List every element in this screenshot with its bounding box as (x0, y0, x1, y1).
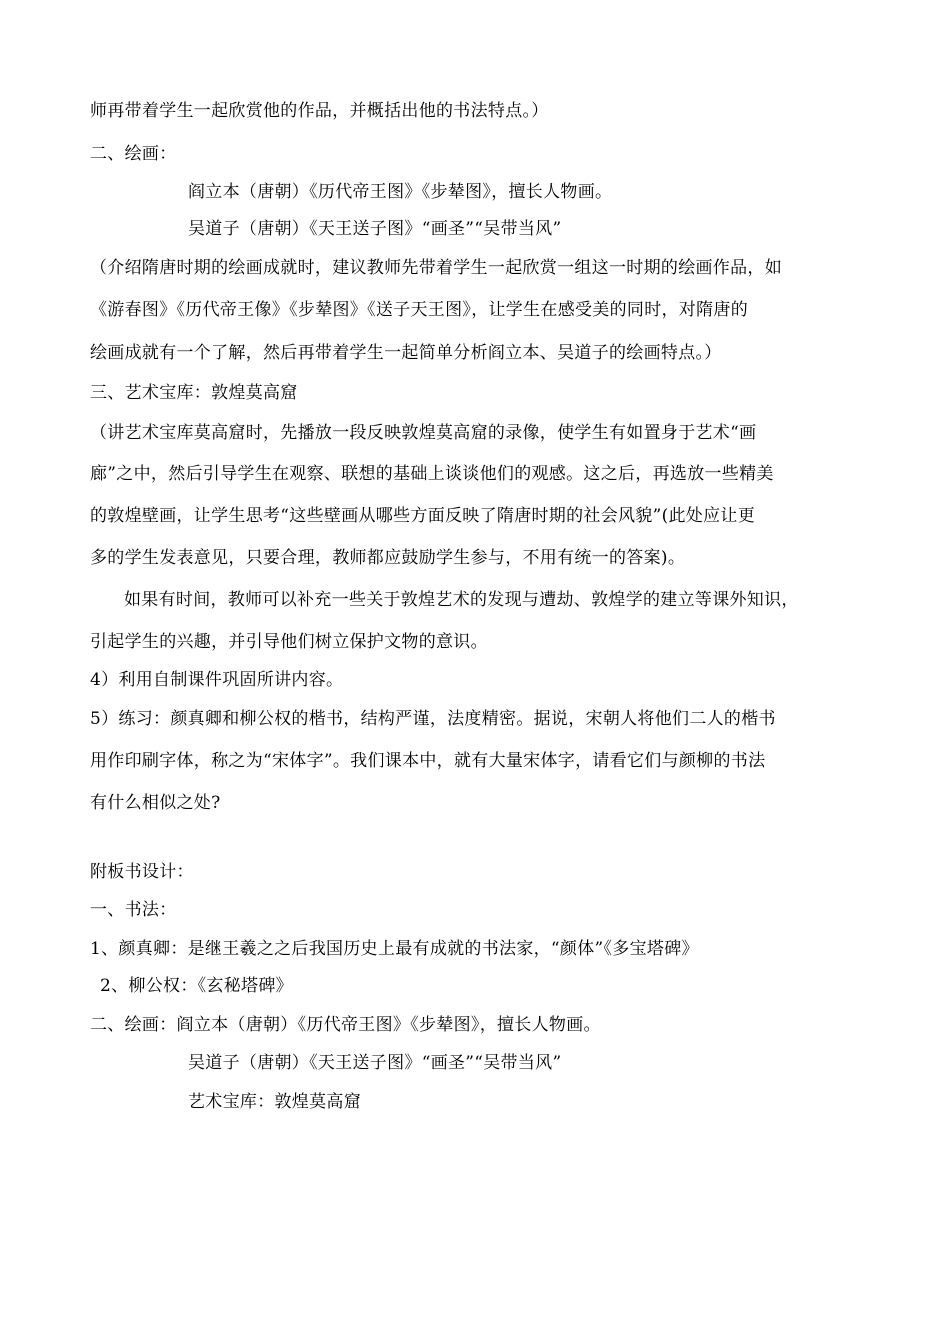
section-heading: 三、艺术宝库：敦煌莫高窟 (90, 383, 298, 403)
section-heading: 二、绘画： (90, 144, 177, 164)
text-line: 吴道子（唐朝）《天王送子图》“画圣”“吴带当风” (188, 219, 562, 239)
board-design-heading: 附板书设计： (90, 862, 194, 882)
text-line: 阎立本（唐朝）《历代帝王图》《步辇图》，擅长人物画。 (188, 182, 613, 202)
text-line: 用作印刷字体，称之为“宋体字”。我们课本中，就有大量宋体字，请看它们与颜柳的书法 (90, 751, 766, 771)
text-line: （介绍隋唐时期的绘画成就时，建议教师先带着学生一起欣赏一组这一时期的绘画作品，如 (90, 258, 782, 278)
text-line: 师再带着学生一起欣赏他的作品，并概括出他的书法特点。） (90, 101, 549, 121)
text-line: 4）利用自制课件巩固所讲内容。 (90, 670, 344, 690)
section-heading: 一、书法： (90, 900, 177, 920)
text-line: 多的学生发表意见，只要合理，教师都应鼓励学生参与，不用有统一的答案)。 (90, 548, 686, 568)
text-line: 绘画成就有一个了解，然后再带着学生一起简单分析阎立本、吴道子的绘画特点。） (90, 343, 722, 363)
text-line: 如果有时间，教师可以补充一些关于敦煌艺术的发现与遭劫、敦煌学的建立等课外知识， (124, 590, 799, 610)
text-line: 《游春图》《历代帝王像》《步辇图》《送子天王图》，让学生在感受美的同时，对隋唐的 (90, 300, 748, 320)
text-line: 吴道子（唐朝）《天王送子图》“画圣”“吴带当风” (188, 1053, 562, 1073)
text-line: 2、柳公权：《玄秘塔碑》 (100, 976, 293, 996)
text-line: 艺术宝库：敦煌莫高窟 (188, 1092, 361, 1112)
text-line: （讲艺术宝库莫高窟时，先播放一段反映敦煌莫高窟的录像，使学生有如置身于艺术“画 (90, 423, 757, 443)
text-line: 1、颜真卿：是继王羲之之后我国历史上最有成就的书法家，“颜体”《多宝塔碑》 (90, 939, 699, 959)
text-line: 引起学生的兴趣，并引导他们树立保护文物的意识。 (90, 632, 488, 652)
text-line: 有什么相似之处? (90, 793, 221, 813)
text-line: 5）练习：颜真卿和柳公权的楷书，结构严谨，法度精密。据说，宋朝人将他们二人的楷书 (90, 709, 776, 729)
text-line: 的敦煌壁画，让学生思考“这些壁画从哪些方面反映了隋唐时期的社会风貌”(此处应让更 (90, 506, 756, 526)
text-line: 二、绘画：阎立本（唐朝）《历代帝王图》《步辇图》，擅长人物画。 (90, 1015, 601, 1035)
text-line: 廊”之中，然后引导学生在观察、联想的基础上谈谈他们的观感。这之后，再选放一些精美 (90, 464, 774, 484)
